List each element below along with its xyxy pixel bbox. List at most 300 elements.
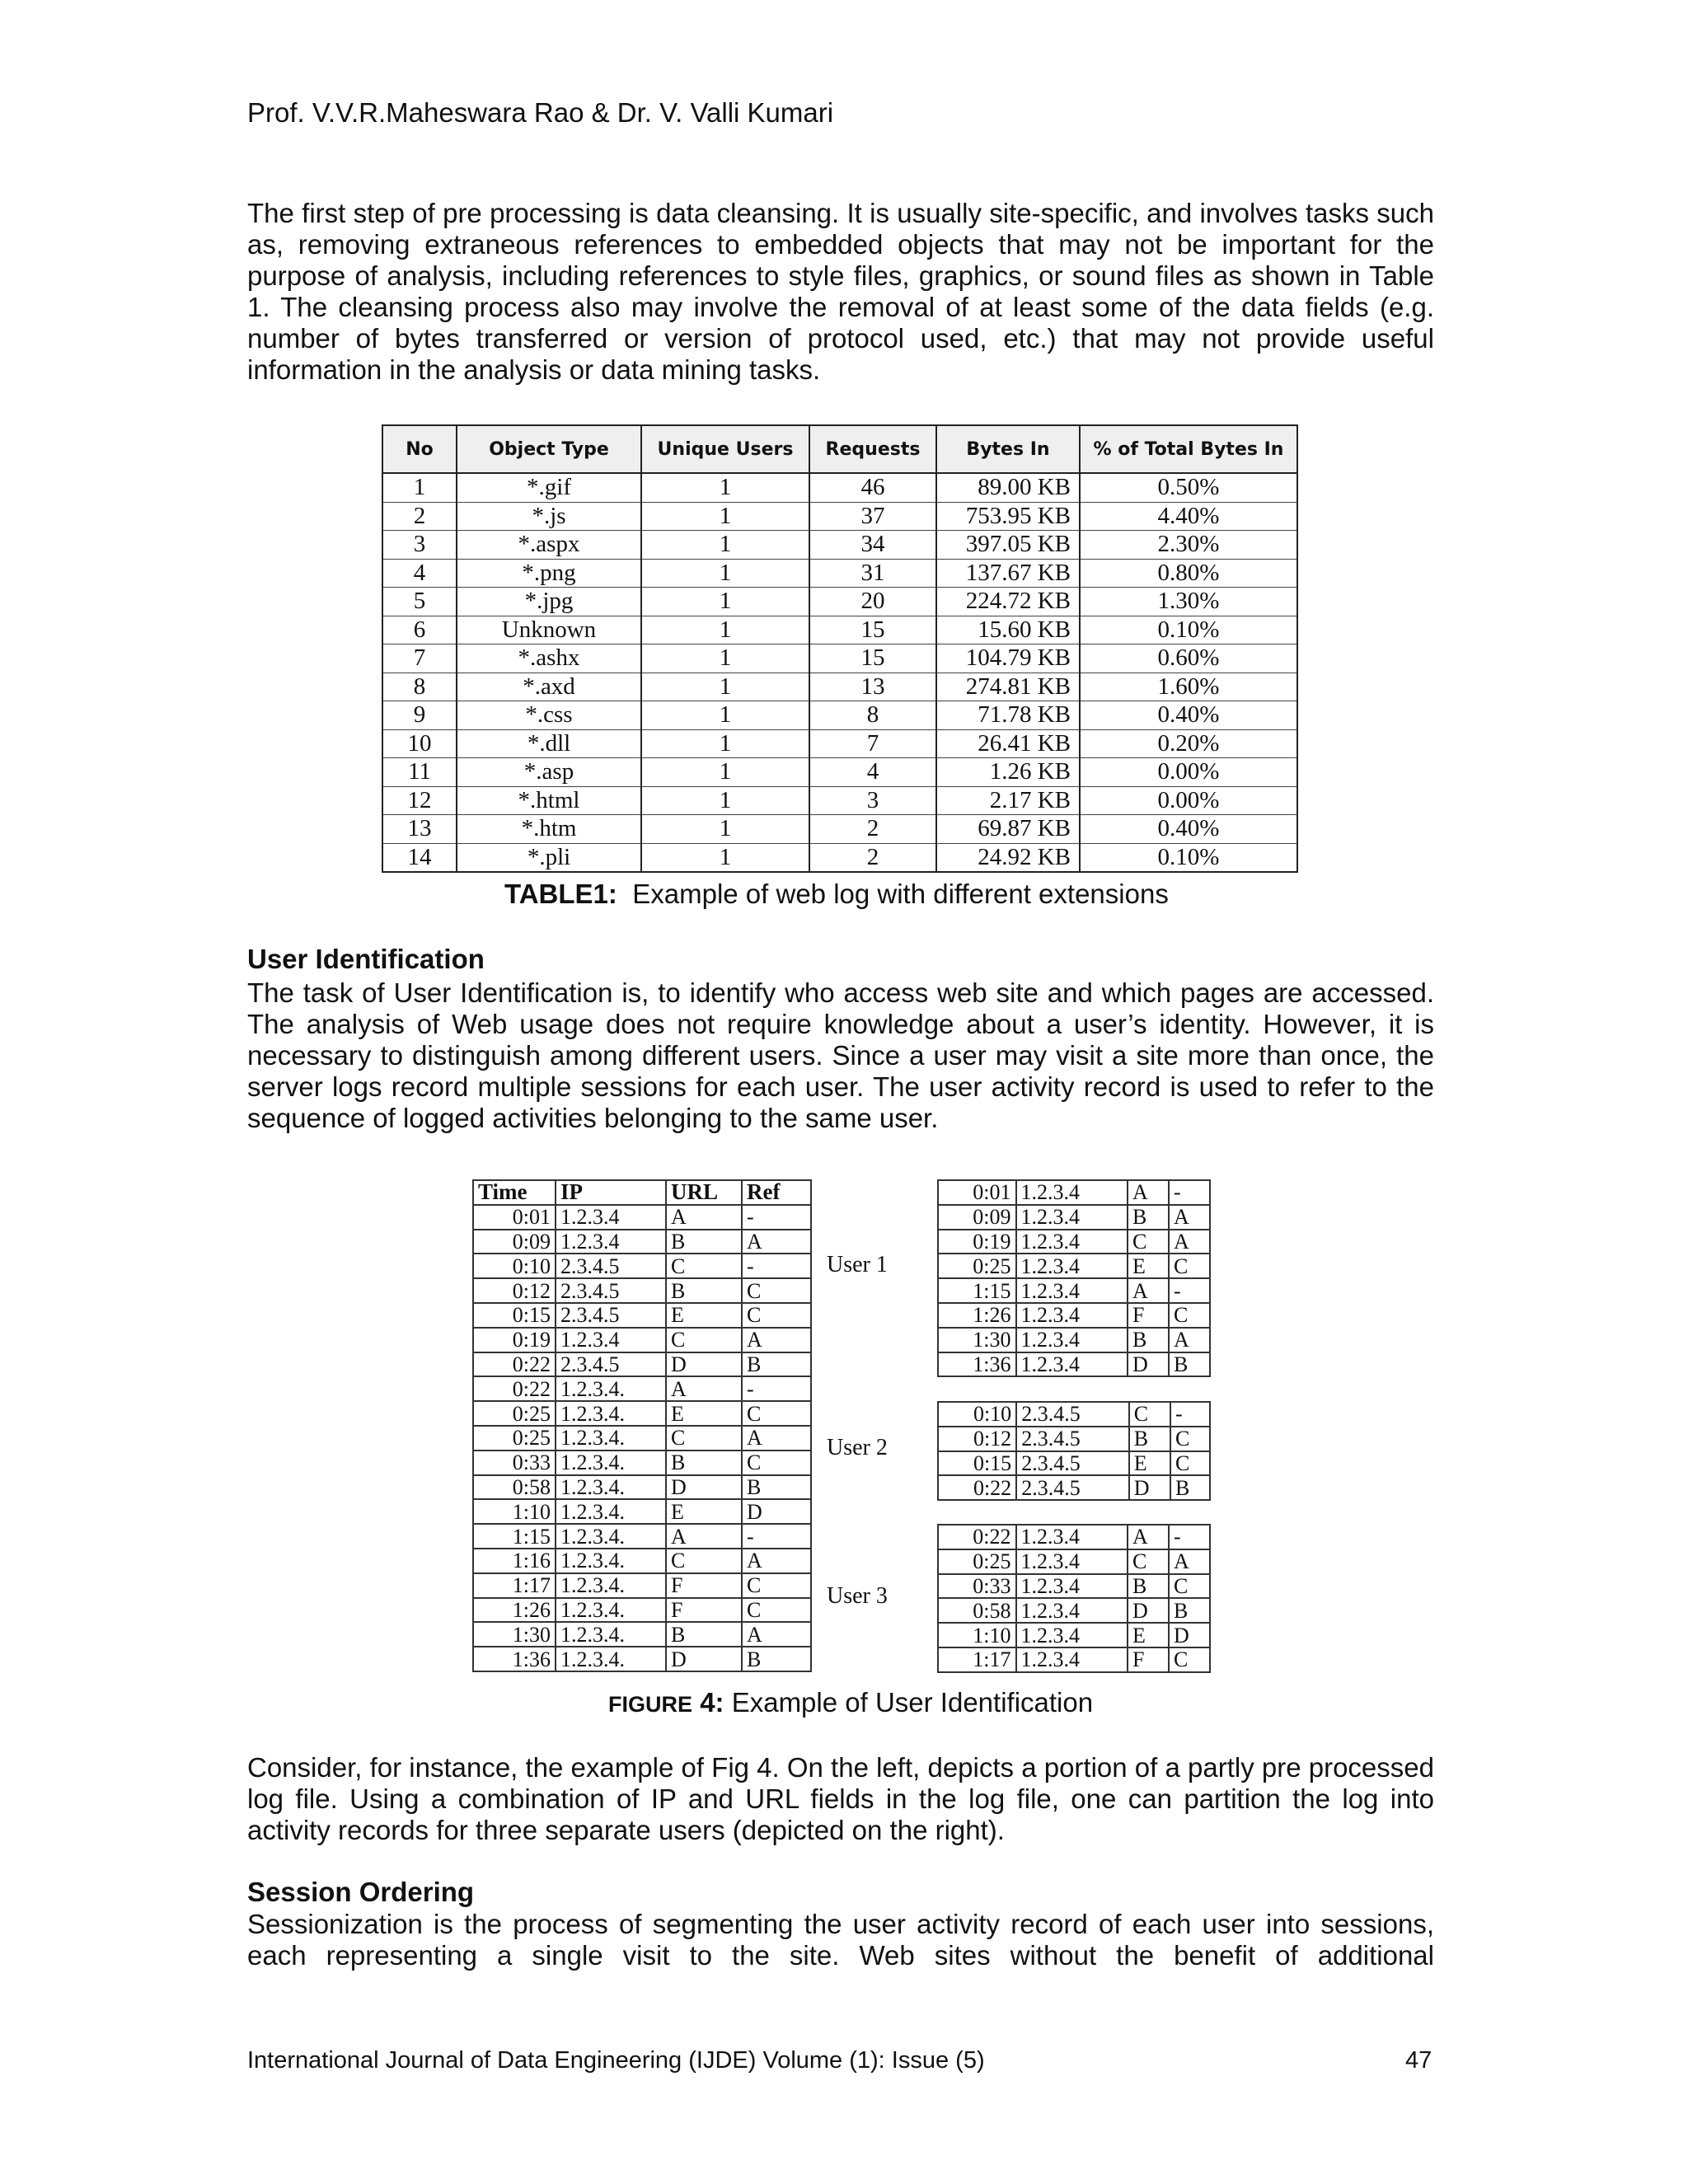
- table1-cell: 71.78 KB: [936, 701, 1080, 730]
- table1-cell: 20: [809, 588, 936, 616]
- figure4-user3-row: [938, 1574, 1210, 1599]
- table1-cell: 13: [382, 815, 457, 844]
- user1-label: User 1: [827, 1252, 888, 1277]
- figure4-cell: 1:17: [938, 1647, 1016, 1672]
- figure4-user3-row: [938, 1623, 1210, 1647]
- figure4-cell: B: [1128, 1574, 1169, 1599]
- table1-caption-text: Example of web log with different extensions: [632, 879, 1169, 909]
- figure4-cell: B: [1129, 1427, 1170, 1451]
- figure4-cell: 2.3.4.5: [1016, 1402, 1129, 1427]
- table1-row: [382, 502, 1297, 531]
- table1-cell: 1: [641, 843, 809, 872]
- table1-cell: 0.20%: [1080, 729, 1297, 758]
- table1-row: [382, 758, 1297, 787]
- figure4-cell: 1.2.3.4.: [556, 1622, 666, 1647]
- figure4-cell: A: [666, 1376, 742, 1401]
- figure4-cell: E: [1129, 1451, 1170, 1476]
- figure4-cell: 0:15: [938, 1451, 1016, 1476]
- table1-caption-label: TABLE1:: [504, 879, 617, 909]
- table1-cell: 9: [382, 701, 457, 730]
- figure4-log-row: [473, 1622, 811, 1647]
- figure4-log-row: [473, 1376, 811, 1401]
- table1-cell: 274.81 KB: [936, 673, 1080, 701]
- table1: [382, 424, 1298, 873]
- figure4-user2-body: [938, 1402, 1210, 1500]
- figure4-user2-row: [938, 1402, 1210, 1427]
- figure4-cell: A: [1169, 1205, 1210, 1230]
- figure4-cell: C: [742, 1278, 811, 1303]
- table1-cell: 397.05 KB: [936, 531, 1080, 560]
- table1-row: [382, 473, 1297, 502]
- table1-cell: *.html: [457, 786, 641, 815]
- figure4-cell: 0:09: [473, 1230, 556, 1254]
- figure4-cell: 1:30: [938, 1328, 1016, 1352]
- table1-cell: 1: [641, 701, 809, 730]
- figure4-cell: E: [666, 1499, 742, 1524]
- figure4-cell: 0:25: [473, 1426, 556, 1451]
- table1-cell: 1: [641, 559, 809, 588]
- figure4-cell: B: [1128, 1205, 1169, 1230]
- figure4-cell: 1:30: [473, 1622, 556, 1647]
- table1-cell: 37: [809, 502, 936, 531]
- figure4-cell: C: [1169, 1574, 1210, 1599]
- figure4-cell: 0:12: [473, 1278, 556, 1303]
- figure4-cell: 1.2.3.4.: [556, 1647, 666, 1671]
- figure4-log-col-header: URL: [666, 1180, 742, 1205]
- figure4-cell: -: [742, 1524, 811, 1549]
- figure4-cell: D: [1169, 1623, 1210, 1647]
- figure4-user3-row: [938, 1549, 1210, 1574]
- figure4-cell: 0:15: [473, 1303, 556, 1328]
- table1-cell: 224.72 KB: [936, 588, 1080, 616]
- figure4-cell: A: [666, 1205, 742, 1230]
- table1-cell: 2: [382, 502, 457, 531]
- figure4-log-table: [472, 1179, 812, 1672]
- figure4-cell: F: [1128, 1303, 1169, 1328]
- figure4-cell: 1.2.3.4: [1016, 1205, 1128, 1230]
- figure4-cell: 0:10: [938, 1402, 1016, 1427]
- consider-paragraph: Consider, for instance, the example of Fig 4. On the left, depicts a portion of a partly pre processed log file. Using a combination of IP and URL fields in the log file, one can partition the log into activity records for three separate users (depicted on the right).: [247, 1752, 1434, 1845]
- table1-cell: *.aspx: [457, 531, 641, 560]
- table1-row: [382, 644, 1297, 673]
- table1-cell: 0.50%: [1080, 473, 1297, 502]
- table1-col-header: Bytes In: [936, 425, 1080, 473]
- table1-cell: *.ashx: [457, 644, 641, 673]
- table1-cell: 0.00%: [1080, 786, 1297, 815]
- figure4-log-row: [473, 1278, 811, 1303]
- figure4-cell: -: [1170, 1402, 1210, 1427]
- table1-cell: 1: [641, 758, 809, 787]
- figure4-cell: D: [1129, 1475, 1170, 1500]
- table1-header-row: [382, 425, 1297, 473]
- figure4-cell: 1:26: [473, 1598, 556, 1623]
- figure4-cell: 0:22: [473, 1352, 556, 1377]
- figure4-log-header-row: [473, 1180, 811, 1205]
- figure4-cell: B: [1169, 1352, 1210, 1377]
- figure4-cell: A: [1128, 1525, 1169, 1549]
- table1-cell: 1: [641, 588, 809, 616]
- figure4-cell: F: [666, 1573, 742, 1598]
- figure4-log-row: [473, 1573, 811, 1598]
- figure4-caption-number: 4:: [700, 1687, 724, 1718]
- table1-cell: 0.40%: [1080, 701, 1297, 730]
- figure4-log-col-header: Ref: [742, 1180, 811, 1205]
- figure4-log-row: [473, 1303, 811, 1328]
- figure4-user1-row: [938, 1278, 1210, 1303]
- figure4-cell: 1.2.3.4: [1016, 1303, 1128, 1328]
- figure4-cell: 1.2.3.4: [1016, 1574, 1128, 1599]
- figure4-user1-row: [938, 1352, 1210, 1377]
- figure4-log-row: [473, 1352, 811, 1377]
- table1-row: [382, 786, 1297, 815]
- figure4-cell: -: [742, 1376, 811, 1401]
- figure4-cell: 1.2.3.4.: [556, 1499, 666, 1524]
- figure4-cell: 1.2.3.4.: [556, 1401, 666, 1426]
- figure4-cell: 1.2.3.4.: [556, 1573, 666, 1598]
- page-header-authors: Prof. V.V.R.Maheswara Rao & Dr. V. Valli Kumari: [247, 97, 834, 128]
- table1-row: [382, 815, 1297, 844]
- figure4-cell: 1.2.3.4.: [556, 1376, 666, 1401]
- table1-cell: 5: [382, 588, 457, 616]
- figure4-log-row: [473, 1401, 811, 1426]
- figure4-cell: 0:33: [938, 1574, 1016, 1599]
- figure4-cell: 1.2.3.4: [556, 1328, 666, 1352]
- figure4-cell: B: [742, 1352, 811, 1377]
- figure4-cell: 1:15: [473, 1524, 556, 1549]
- table1-cell: 31: [809, 559, 936, 588]
- figure4-user3-body: [938, 1525, 1210, 1672]
- table1-row: [382, 588, 1297, 616]
- figure4-cell: C: [742, 1451, 811, 1475]
- figure4-cell: C: [1169, 1303, 1210, 1328]
- figure4-cell: 2.3.4.5: [556, 1303, 666, 1328]
- table1-cell: 6: [382, 616, 457, 644]
- table1-cell: 15: [809, 644, 936, 673]
- figure4-cell: D: [1128, 1598, 1169, 1623]
- figure4-cell: 0:10: [473, 1254, 556, 1278]
- footer-page-number: 47: [1405, 2047, 1432, 2074]
- figure4-cell: A: [1128, 1180, 1169, 1205]
- table1-cell: 1: [382, 473, 457, 502]
- figure4-cell: 1:26: [938, 1303, 1016, 1328]
- table1-cell: *.dll: [457, 729, 641, 758]
- figure4-cell: 1.2.3.4: [1016, 1278, 1128, 1303]
- figure4-cell: 1:36: [473, 1647, 556, 1671]
- user2-label: User 2: [827, 1435, 888, 1460]
- figure4-cell: F: [1128, 1647, 1169, 1672]
- figure4-user1-row: [938, 1303, 1210, 1328]
- figure4-cell: 1.2.3.4.: [556, 1475, 666, 1500]
- figure4-log-col-header: IP: [556, 1180, 666, 1205]
- figure4-cell: 1.2.3.4: [1016, 1328, 1128, 1352]
- figure4-cell: D: [666, 1352, 742, 1377]
- figure4-cell: 1.2.3.4: [1016, 1647, 1128, 1672]
- table1-row: [382, 673, 1297, 701]
- figure4-cell: C: [666, 1549, 742, 1573]
- table1-cell: 1.26 KB: [936, 758, 1080, 787]
- table1-cell: 2.17 KB: [936, 786, 1080, 815]
- table1-cell: 8: [382, 673, 457, 701]
- table1-cell: 8: [809, 701, 936, 730]
- figure4-user1-table: [937, 1179, 1211, 1377]
- figure4-cell: 1.2.3.4.: [556, 1598, 666, 1623]
- figure4-cell: 0:19: [938, 1230, 1016, 1254]
- table1-cell: 3: [382, 531, 457, 560]
- figure4-cell: C: [1170, 1427, 1210, 1451]
- figure4-cell: 0:09: [938, 1205, 1016, 1230]
- figure4-cell: E: [666, 1303, 742, 1328]
- table1-cell: *.axd: [457, 673, 641, 701]
- figure4-cell: C: [742, 1573, 811, 1598]
- table1-cell: 0.10%: [1080, 616, 1297, 644]
- figure4-cell: B: [742, 1647, 811, 1671]
- figure4-cell: C: [742, 1401, 811, 1426]
- figure4-cell: 0:33: [473, 1451, 556, 1475]
- figure4-cell: 1.2.3.4: [556, 1230, 666, 1254]
- figure4-cell: 1.2.3.4: [1016, 1525, 1128, 1549]
- figure4-user1-body: [938, 1180, 1210, 1376]
- table1-cell: 7: [382, 644, 457, 673]
- figure4-cell: A: [742, 1426, 811, 1451]
- figure4-log-row: [473, 1230, 811, 1254]
- figure4-cell: 1:36: [938, 1352, 1016, 1377]
- figure4-cell: B: [1169, 1598, 1210, 1623]
- table1-cell: *.css: [457, 701, 641, 730]
- figure4-cell: F: [666, 1598, 742, 1623]
- table1-cell: 1: [641, 616, 809, 644]
- table1-cell: 0.40%: [1080, 815, 1297, 844]
- figure4-log-row: [473, 1499, 811, 1524]
- figure4-log-row: [473, 1647, 811, 1671]
- figure4-cell: 1.2.3.4.: [556, 1549, 666, 1573]
- figure4-log-row: [473, 1598, 811, 1623]
- figure4-cell: 0:19: [473, 1328, 556, 1352]
- table1-cell: *.png: [457, 559, 641, 588]
- table1-cell: 1.60%: [1080, 673, 1297, 701]
- table1-cell: 1: [641, 786, 809, 815]
- figure4-caption-label: FIGURE: [608, 1692, 693, 1717]
- table1-cell: 1: [641, 473, 809, 502]
- figure4-log-row: [473, 1524, 811, 1549]
- figure4-user1-row: [938, 1328, 1210, 1352]
- table1-cell: 1: [641, 673, 809, 701]
- figure4-user1-row: [938, 1254, 1210, 1278]
- table1-cell: *.js: [457, 502, 641, 531]
- table1-cell: 2: [809, 815, 936, 844]
- table1-cell: 69.87 KB: [936, 815, 1080, 844]
- figure4-cell: 1:16: [473, 1549, 556, 1573]
- table1-cell: 1: [641, 729, 809, 758]
- figure4-cell: A: [1128, 1278, 1169, 1303]
- figure4-log-row: [473, 1549, 811, 1573]
- figure4-caption: [608, 1687, 1093, 1718]
- figure4-cell: 0:58: [938, 1598, 1016, 1623]
- figure4-user2-row: [938, 1451, 1210, 1476]
- table1-cell: 1: [641, 644, 809, 673]
- figure4-cell: C: [742, 1598, 811, 1623]
- table1-cell: 1: [641, 502, 809, 531]
- figure4-user1-row: [938, 1205, 1210, 1230]
- figure4-cell: 0:22: [473, 1376, 556, 1401]
- figure4-cell: 2.3.4.5: [1016, 1451, 1129, 1476]
- session-ordering-heading: Session Ordering: [247, 1877, 475, 1907]
- figure4-cell: A: [1169, 1549, 1210, 1574]
- figure4-user3-row: [938, 1647, 1210, 1672]
- table1-col-header: Unique Users: [641, 425, 809, 473]
- table1-cell: 0.80%: [1080, 559, 1297, 588]
- figure4-cell: A: [742, 1622, 811, 1647]
- figure4-cell: 0:22: [938, 1525, 1016, 1549]
- table1-cell: *.pli: [457, 843, 641, 872]
- table1-cell: 1: [641, 815, 809, 844]
- table1-cell: 7: [809, 729, 936, 758]
- figure4-cell: B: [1128, 1328, 1169, 1352]
- figure4-log-row: [473, 1475, 811, 1500]
- figure4-cell: 1.2.3.4: [1016, 1623, 1128, 1647]
- table1-cell: 15: [809, 616, 936, 644]
- figure4-cell: -: [742, 1254, 811, 1278]
- figure4-cell: 1.2.3.4.: [556, 1524, 666, 1549]
- figure4-cell: C: [1129, 1402, 1170, 1427]
- table1-col-header: Requests: [809, 425, 936, 473]
- table1-col-header: No: [382, 425, 457, 473]
- figure4-cell: 2.3.4.5: [556, 1254, 666, 1278]
- user-identification-paragraph: The task of User Identification is, to identify who access web site and which pages are accessed. The analysis of Web usage does not require knowledge about a user’s identity. However, it is necessary to distinguish among different users. Since a user may visit a site more than once, the server logs record multiple sessions for each user. The user activity record is used to refer to the sequence of logged activities belonging to the same user.: [247, 977, 1434, 1133]
- figure4-cell: 0:25: [938, 1549, 1016, 1574]
- table1-cell: 15.60 KB: [936, 616, 1080, 644]
- figure4-cell: A: [1169, 1230, 1210, 1254]
- table1-caption: [504, 879, 1169, 910]
- figure4-cell: 1.2.3.4: [1016, 1180, 1128, 1205]
- figure4-cell: D: [666, 1647, 742, 1671]
- figure4-cell: A: [742, 1230, 811, 1254]
- table1-cell: *.jpg: [457, 588, 641, 616]
- figure4-cell: C: [1128, 1230, 1169, 1254]
- figure4-user2-table: [937, 1401, 1211, 1501]
- table1-row: [382, 616, 1297, 644]
- figure4-cell: B: [666, 1230, 742, 1254]
- table1-cell: 4: [809, 758, 936, 787]
- table1-cell: 14: [382, 843, 457, 872]
- table1-cell: 26.41 KB: [936, 729, 1080, 758]
- table1-cell: *.asp: [457, 758, 641, 787]
- figure4-cell: 1:17: [473, 1573, 556, 1598]
- table1-cell: 2.30%: [1080, 531, 1297, 560]
- user3-label: User 3: [827, 1583, 888, 1609]
- table1-cell: 104.79 KB: [936, 644, 1080, 673]
- figure4-cell: 0:25: [473, 1401, 556, 1426]
- table1-cell: 0.00%: [1080, 758, 1297, 787]
- figure4-cell: -: [1169, 1180, 1210, 1205]
- table1-col-header: Object Type: [457, 425, 641, 473]
- table1-cell: 2: [809, 843, 936, 872]
- table1-cell: 24.92 KB: [936, 843, 1080, 872]
- intro-paragraph: The first step of pre processing is data cleansing. It is usually site-specific, and involves tasks such as, removing extraneous references to embedded objects that may not be important for the purpose of analysis, including references to style files, graphics, or sound files as shown in Table 1. The cleansing process also may involve the removal of at least some of the data fields (e.g. number of bytes transferred or version of protocol used, etc.) that may not provide useful information in the analysis or data mining tasks.: [247, 198, 1434, 385]
- figure4-cell: 0:12: [938, 1427, 1016, 1451]
- figure4-cell: 0:58: [473, 1475, 556, 1500]
- table1-cell: 137.67 KB: [936, 559, 1080, 588]
- figure4-log-body: [473, 1205, 811, 1671]
- table1-cell: 1: [641, 531, 809, 560]
- figure4-cell: B: [666, 1278, 742, 1303]
- table1-row: [382, 701, 1297, 730]
- table1-row: [382, 559, 1297, 588]
- figure4-cell: A: [1169, 1328, 1210, 1352]
- table1-cell: 34: [809, 531, 936, 560]
- footer-journal: International Journal of Data Engineering (IJDE) Volume (1): Issue (5): [247, 2047, 985, 2074]
- figure4-cell: E: [1128, 1254, 1169, 1278]
- figure4-cell: 1:10: [938, 1623, 1016, 1647]
- figure4-cell: C: [742, 1303, 811, 1328]
- table1-cell: 3: [809, 786, 936, 815]
- figure4-cell: C: [1169, 1254, 1210, 1278]
- figure4-user2-row: [938, 1475, 1210, 1500]
- figure4-log-row: [473, 1328, 811, 1352]
- figure4-cell: C: [1128, 1549, 1169, 1574]
- figure4-caption-text: Example of User Identification: [731, 1687, 1094, 1718]
- figure4-cell: -: [1169, 1278, 1210, 1303]
- figure4-cell: B: [666, 1622, 742, 1647]
- table1-cell: 0.60%: [1080, 644, 1297, 673]
- table1-row: [382, 531, 1297, 560]
- figure4-user3-table: [937, 1524, 1211, 1673]
- table1-cell: 0.10%: [1080, 843, 1297, 872]
- figure4-cell: 1.2.3.4.: [556, 1451, 666, 1475]
- figure4-cell: 1.2.3.4: [556, 1205, 666, 1230]
- figure4-cell: C: [666, 1328, 742, 1352]
- figure4-cell: 1.2.3.4: [1016, 1254, 1128, 1278]
- figure4-user1-row: [938, 1180, 1210, 1205]
- table1-cell: 753.95 KB: [936, 502, 1080, 531]
- figure4-cell: D: [1128, 1352, 1169, 1377]
- user-identification-heading: User Identification: [247, 944, 485, 974]
- figure4-log-row: [473, 1254, 811, 1278]
- figure4-log-row: [473, 1426, 811, 1451]
- figure4-user3-row: [938, 1525, 1210, 1549]
- figure4-cell: 2.3.4.5: [1016, 1475, 1129, 1500]
- figure4-cell: 1.2.3.4: [1016, 1549, 1128, 1574]
- table1-cell: 10: [382, 729, 457, 758]
- figure4-cell: 2.3.4.5: [556, 1352, 666, 1377]
- figure4-cell: C: [1169, 1647, 1210, 1672]
- figure4-user2-row: [938, 1427, 1210, 1451]
- figure4-cell: 1.2.3.4: [1016, 1230, 1128, 1254]
- figure4-cell: E: [1128, 1623, 1169, 1647]
- table1-cell: *.htm: [457, 815, 641, 844]
- table1-cell: 1.30%: [1080, 588, 1297, 616]
- figure4-cell: 2.3.4.5: [1016, 1427, 1129, 1451]
- table1-cell: 13: [809, 673, 936, 701]
- session-ordering-paragraph: Sessionization is the process of segmenting the user activity record of each user into sessions, each representing a single visit to the site. Web sites without the benefit of additional: [247, 1909, 1434, 1971]
- figure4-cell: 1.2.3.4: [1016, 1352, 1128, 1377]
- figure4-cell: 1.2.3.4.: [556, 1426, 666, 1451]
- figure4-cell: A: [742, 1328, 811, 1352]
- table1-cell: 4.40%: [1080, 502, 1297, 531]
- figure4-log-row: [473, 1205, 811, 1230]
- figure4-cell: A: [742, 1549, 811, 1573]
- table1-cell: 11: [382, 758, 457, 787]
- figure4-cell: -: [742, 1205, 811, 1230]
- figure4-cell: 0:25: [938, 1254, 1016, 1278]
- table1-cell: 46: [809, 473, 936, 502]
- figure4-cell: C: [666, 1426, 742, 1451]
- figure4-cell: 1:10: [473, 1499, 556, 1524]
- figure4-cell: B: [742, 1475, 811, 1500]
- figure4-cell: B: [1170, 1475, 1210, 1500]
- table1-row: [382, 729, 1297, 758]
- table1-cell: *.gif: [457, 473, 641, 502]
- table1-body: [382, 473, 1297, 872]
